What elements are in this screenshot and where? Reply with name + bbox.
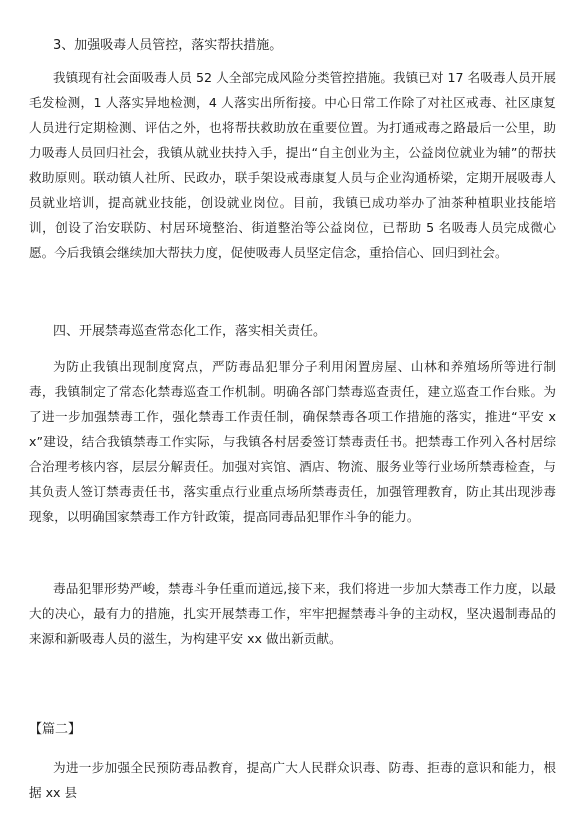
part-2-label: 【篇二】: [29, 722, 82, 737]
part-2-paragraph: 为进一步加强全民预防毒品教育，提高广大人民群众识毒、防毒、拒毒的意识和能力，根据 xx 县: [29, 760, 556, 800]
section-4-paragraph: 为防止我镇出现制度窝点，严防毒品犯罪分子利用闲置房屋、山林和养殖场所等进行制毒，我镇制定了常态化禁毒巡查工作机制。明确各部门禁毒巡查责任，建立巡查工作台账。为了进一步加强禁毒工作，强化禁毒工作责任制，确保禁毒各项工作措施的落实，推进“平安 xx”建设，结合我镇禁毒工作实际，与我镇各村居委签订禁毒责任书。把禁毒工作列入各村居综合治理考核内容，层层分解责任。加强对宾馆、酒店、物流、服务业等行业场所禁毒检查，与其负责人签订禁毒责任书，落实重点行业重点场所禁毒责任，加强管理教育，防止其出现涉毒现象，以明确国家禁毒工作方针政策，提高同毒品犯罪作斗争的能力。: [29, 359, 556, 524]
section-heading-4: 四、开展禁毒巡查常态化工作，落实相关责任。: [53, 324, 327, 339]
section-heading-3: 3、加强吸毒人员管控，落实帮扶措施。: [53, 38, 283, 53]
closing-paragraph: 毒品犯罪形势严峻，禁毒斗争任重而道远,接下来，我们将进一步加大禁毒工作力度，以最大的决心，最有力的措施，扎实开展禁毒工作，牢牢把握禁毒斗争的主动权，坚决遏制毒品的来源和新吸毒人员的滋生，为构建平安 xx 做出新贡献。: [29, 581, 556, 646]
section-3-paragraph: 我镇现有社会面吸毒人员 52 人全部完成风险分类管控措施。我镇已对 17 名吸毒人员开展毛发检测，1 人落实异地检测，4 人落实出所衔接。中心日常工作除了对社区戒毒、社区康复人员进行定期检测、评估之外，也将帮扶救助放在重要位置。为打通戒毒之路最后一公里，助力吸毒人员回归社会，我镇从就业扶持入手，提出“自主创业为主，公益岗位就业为辅”的帮扶救助原则。联动镇人社所、民政办，联手架设戒毒康复人员与企业沟通桥梁，定期开展吸毒人员就业培训，提高就业技能，创设就业岗位。目前，我镇已成功举办了油茶种植职业技能培训，创设了治安联防、村居环境整治、街道整治等公益岗位，已帮助 5 名吸毒人员完成微心愿。今后我镇会继续加大帮扶力度，促使吸毒人员坚定信念，重拾信心、回归到社会。: [29, 70, 556, 260]
